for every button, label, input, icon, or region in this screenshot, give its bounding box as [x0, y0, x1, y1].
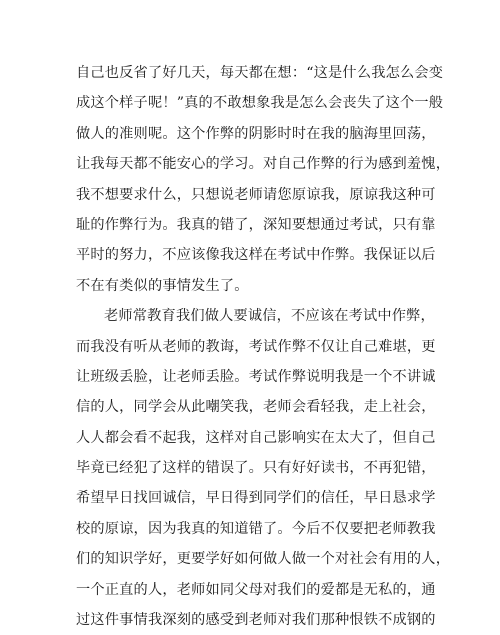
- paragraph-2: [76, 301, 451, 635]
- text-line: 们的知识学好，更要学好如何做人做一个对社会有用的人，: [76, 551, 451, 568]
- text-line: 成这个样子呢！”真的不敢想象我是怎么会丧失了这个一般: [76, 95, 444, 112]
- text-line: 我不想要求什么，只想说老师请您原谅我，原谅我这种可: [76, 186, 436, 203]
- text-line: 校的原谅，因为我真的知道错了。今后不仅要把老师教我: [76, 520, 436, 537]
- document-body: [76, 58, 451, 635]
- text-line: 让班级丢脸，让老师丢脸。考试作弊说明我是一个不讲诚: [76, 368, 436, 385]
- paragraph-1: [76, 58, 451, 301]
- text-line: 希望早日找回诚信，早日得到同学们的信任，早日恳求学: [76, 490, 436, 507]
- text-line: 信的人，同学会从此嘲笑我，老师会看轻我，走上社会，: [76, 399, 436, 416]
- text-line: 人人都会看不起我，这样对自己影响实在太大了，但自己: [76, 429, 436, 446]
- text-line: 让我每天都不能安心的学习。对自己作弊的行为感到羞愧，: [76, 156, 451, 173]
- text-line: 平时的努力，不应该像我这样在考试中作弊。我保证以后: [76, 247, 436, 264]
- text-line: 而我没有听从老师的教诲，考试作弊不仅让自己难堪，更: [76, 338, 436, 355]
- text-line: 一个正直的人，老师如同父母对我们的爱都是无私的，通: [76, 581, 436, 598]
- text-line: 过这件事情我深刻的感受到老师对我们那种恨铁不成钢的: [76, 612, 436, 629]
- text-line: 做人的准则呢。这个作弊的阴影时时在我的脑海里回荡，: [76, 125, 436, 142]
- text-line: 不在有类似的事情发生了。: [76, 277, 249, 294]
- text-line: 老师常教育我们做人要诚信，不应该在考试中作弊，: [104, 308, 435, 325]
- text-line: 自己也反省了好几天，每天都在想：“这是什么我怎么会变: [76, 65, 444, 81]
- text-line: 耻的作弊行为。我真的错了，深知要想通过考试，只有靠: [76, 216, 436, 233]
- text-line: 毕竟已经犯了这样的错误了。只有好好读书，不再犯错，: [76, 460, 436, 477]
